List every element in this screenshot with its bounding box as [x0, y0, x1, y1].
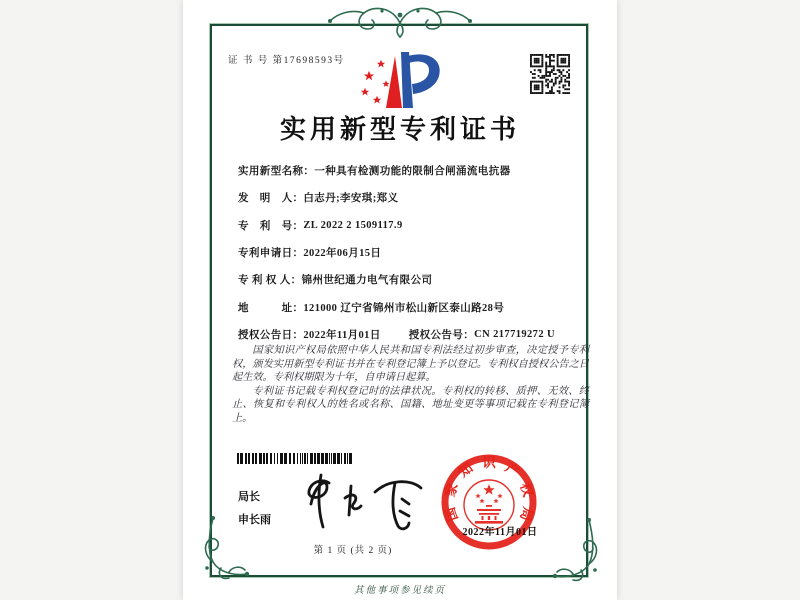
signature-shen-changyu: [295, 470, 435, 532]
field-label: 专 利 号：: [238, 220, 304, 232]
field-value: 一种具有检测功能的限制合闸涌流电抗器: [314, 166, 511, 178]
field-label: 地 址：: [238, 302, 304, 314]
certificate-fields: [238, 157, 591, 348]
field-label: 发 明 人：: [238, 193, 304, 205]
continuation-note: 其他事项参见续页: [353, 586, 446, 596]
legal-paragraph-1: 国家知识产权局依照中华人民共和国专利法经过初步审查，决定授予专利权，颁发实用新型专利证书并在专利登记簿上予以登记。专利权自授权公告之日起生效。专利权期限为十年，自申请日起算。: [232, 345, 589, 384]
field-label: 授权公告号：: [408, 329, 475, 341]
certificate-title: 实用新型专利证书: [279, 115, 520, 144]
seal-char: 家: [442, 481, 461, 499]
field-label: 实用新型名称：: [238, 166, 315, 178]
field-inventors: [238, 184, 591, 211]
certificate-number: 证 书 号 第17698593号: [228, 56, 345, 66]
field-utility-model-name: [238, 157, 591, 184]
cnipa-patent-logo-icon: [359, 50, 443, 110]
field-application-date: [238, 239, 591, 266]
seal-char: 权: [517, 481, 536, 499]
qr-code: [530, 54, 570, 94]
field-patent-number: [238, 212, 591, 239]
seal-char: 国: [442, 505, 461, 523]
certificate-paper: [183, 0, 617, 600]
officer-name: 申长雨: [238, 514, 271, 526]
field-value: CN 217719272 U: [474, 328, 555, 340]
field-label: 专利申请日：: [238, 248, 304, 260]
field-label: 授权公告日：: [238, 329, 304, 341]
field-value: 2022年06月15日: [303, 248, 382, 260]
seal-char: 知: [455, 460, 476, 481]
barcode: [237, 453, 355, 464]
field-address: [238, 293, 591, 320]
seal-grant-date: 2022年11月01日: [462, 527, 538, 538]
field-value: 121000 辽宁省锦州市松山新区泰山路28号: [303, 302, 505, 314]
seal-char: 产: [502, 460, 523, 481]
field-value: ZL 2022 2 1509117.9: [303, 219, 403, 231]
seal-char: 局: [517, 505, 536, 523]
bottom-right-flourish-ornament: [547, 518, 603, 584]
legal-statement: [232, 344, 589, 426]
field-patentee: [238, 266, 591, 293]
page-number: 第 1 页 (共 2 页): [313, 546, 393, 556]
officer-block: [238, 488, 271, 527]
seal-char: 识: [482, 455, 496, 470]
officer-role-label: 局长: [238, 491, 260, 503]
field-label: 专 利 权 人：: [238, 275, 302, 287]
field-value: 白志丹;李安琪;郑义: [303, 193, 399, 205]
top-flourish-ornament: [320, 1, 480, 41]
field-value: 锦州世纪通力电气有限公司: [301, 275, 433, 287]
legal-paragraph-2: 专利证书记载专利权登记时的法律状况。专利权的转移、质押、无效、终止、恢复和专利权人的姓名或名称、国籍、地址变更等事项记载在专利登记簿上。: [232, 385, 589, 424]
field-value: 2022年11月01日: [303, 329, 381, 341]
